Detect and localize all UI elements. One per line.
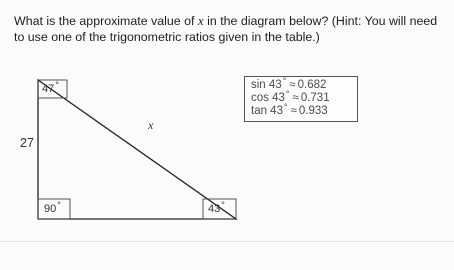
trig-row-sin: sin 43° ≈ 0.682 — [251, 76, 327, 91]
trig-ratio-table — [244, 76, 358, 122]
right-angle-label: 90° — [44, 200, 61, 215]
question-text-after: in the diagram below? (Hint: You will need to use one of the trigonometric ratios given in the table.) — [14, 14, 438, 44]
trig-row-tan: tan 43° ≈ 0.933 — [251, 102, 328, 117]
top-angle-label: 47° — [42, 80, 59, 95]
bottom-right-angle-label: 43° — [208, 200, 225, 215]
right-triangle — [38, 80, 236, 219]
hypotenuse-label: x — [148, 118, 154, 132]
question-text-before: What is the approximate value of — [14, 14, 198, 28]
question-variable: x — [197, 13, 204, 28]
left-side-label: 27 — [20, 136, 34, 150]
divider — [0, 241, 454, 242]
trig-row-cos: cos 43° ≈ 0.731 — [251, 89, 330, 104]
